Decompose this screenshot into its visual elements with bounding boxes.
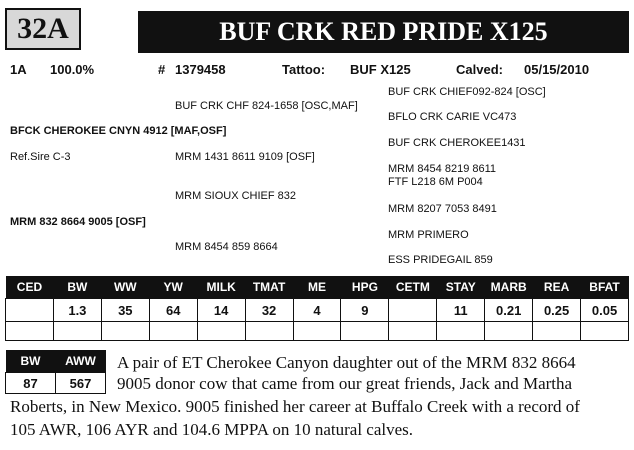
weights-table [5,350,106,394]
description-line-4: 105 AWR, 106 AYR and 104.6 MPPA on 10 natural calves. [10,420,414,439]
pedigree-dam: MRM 832 8664 9005 [OSF] [10,216,146,228]
epd-value-milk: 14 [197,299,245,322]
epd-blank-cell [341,322,389,341]
epd-blank-cell [197,322,245,341]
pedigree-dam-dam: MRM 8454 859 8664 [175,241,278,253]
epd-value-rea: 0.25 [533,299,581,322]
epd-header-rea: REA [533,276,581,299]
epd-value-me: 4 [293,299,341,322]
epd-header-tmat: TMAT [245,276,293,299]
epd-blank-cell [533,322,581,341]
epd-header-bfat: BFAT [581,276,629,299]
ref-sire: Ref.Sire C-3 [10,151,71,163]
percent: 100.0% [50,62,95,77]
pedigree-sdam-dam-line1: MRM 8454 8219 8611 [388,163,497,175]
pedigree-ddam-dam: ESS PRIDEGAIL 859 [388,254,493,266]
epd-header-marb: MARB [485,276,533,299]
epd-blank-cell [245,322,293,341]
calved-date: 05/15/2010 [524,62,590,77]
tattoo-label: Tattoo: [282,62,326,77]
weights-header-row [6,350,106,373]
epd-header-ww: WW [101,276,149,299]
tattoo-value: BUF X125 [350,62,411,77]
epd-blank-cell [6,322,54,341]
epd-table [5,276,629,341]
reg-label: # [158,62,166,77]
pedigree-sire-sire: BUF CRK CHF 824-1658 [OSC,MAF] [175,100,358,112]
epd-blank-cell [149,322,197,341]
reg-number: 1379458 [175,62,226,77]
epd-blank-cell [53,322,101,341]
epd-blank-cell [485,322,533,341]
pedigree-ssire-sire: BUF CRK CHIEF092-824 [OSC] [388,86,546,98]
epd-header-ced: CED [6,276,54,299]
lot-number: 32A [5,8,81,50]
epd-value-bw: 1.3 [53,299,101,322]
epd-header-stay: STAY [437,276,485,299]
epd-blank-cell [581,322,629,341]
pedigree-dam-sire: MRM SIOUX CHIEF 832 [175,190,297,202]
epd-value-marb: 0.21 [485,299,533,322]
epd-value-yw: 64 [149,299,197,322]
grade: 1A [10,62,27,77]
epd-blank-cell [101,322,149,341]
epd-blank-cell [293,322,341,341]
epd-header-row [6,276,629,299]
epd-value-row [6,299,629,322]
epd-value-cetm [389,299,437,322]
epd-header-milk: MILK [197,276,245,299]
epd-value-bfat: 0.05 [581,299,629,322]
epd-value-stay: 11 [437,299,485,322]
epd-header-yw: YW [149,276,197,299]
weights-header-bw: BW [6,350,56,373]
description-line-1: A pair of ET Cherokee Canyon daughter out of the MRM 832 8664 [117,353,576,372]
epd-header-me: ME [293,276,341,299]
epd-value-tmat: 32 [245,299,293,322]
description-line-3: Roberts, in New Mexico. 9005 finished her career at Buffalo Creek with a record of [10,397,580,416]
weights-value-row [6,373,106,394]
epd-value-ced [6,299,54,322]
epd-blank-cell [437,322,485,341]
weights-value-aww: 567 [56,373,106,394]
description-line-2: 9005 donor cow that came from our great friends, Jack and Martha [117,374,573,393]
epd-value-hpg: 9 [341,299,389,322]
epd-header-cetm: CETM [389,276,437,299]
pedigree-sire-dam: MRM 1431 8611 9109 [OSF] [175,151,315,163]
pedigree-sire: BFCK CHEROKEE CNYN 4912 [MAF,OSF] [10,125,227,137]
epd-value-ww: 35 [101,299,149,322]
pedigree-sdam-sire: BUF CRK CHEROKEE1431 [388,137,526,149]
epd-header-hpg: HPG [341,276,389,299]
animal-name: BUF CRK RED PRIDE X125 [138,11,629,53]
pedigree-ddam-sire: MRM PRIMERO [388,229,469,241]
pedigree-ssire-dam: BFLO CRK CARIE VC473 [388,111,517,123]
weights-value-bw: 87 [6,373,56,394]
weights-header-aww: AWW [56,350,106,373]
epd-blank-row [6,322,629,341]
epd-header-bw: BW [53,276,101,299]
epd-blank-cell [389,322,437,341]
calved-label: Calved: [456,62,503,77]
pedigree-sdam-dam-line2: FTF L218 6M P004 [388,176,483,188]
pedigree-dsire-sire: MRM 8207 7053 8491 [388,203,497,215]
